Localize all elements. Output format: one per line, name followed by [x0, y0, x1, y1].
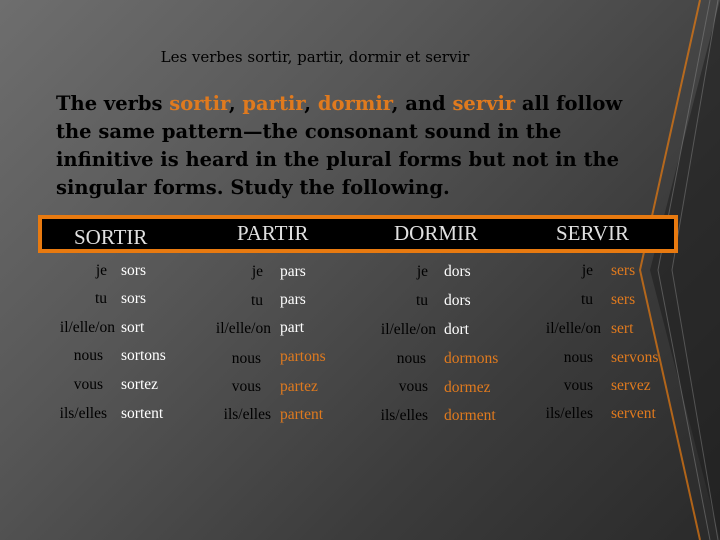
- sortir-pronoun: il/elle/on: [59, 319, 115, 336]
- sortir-pronoun: nous: [73, 347, 103, 364]
- sortir-form: sortons: [121, 347, 166, 364]
- header-servir: SERVIR: [556, 221, 629, 245]
- servir-pronoun: nous: [563, 349, 593, 366]
- partir-form: partons: [280, 348, 326, 365]
- servir-pronoun: je: [581, 262, 593, 279]
- dormir-form: dors: [444, 292, 471, 309]
- dormir-form: dorment: [444, 407, 496, 424]
- decorative-arrows: [630, 0, 720, 540]
- sortir-pronoun: vous: [73, 376, 103, 393]
- dormir-pronoun: nous: [396, 350, 426, 367]
- sortir-form: sors: [121, 262, 146, 279]
- partir-pronoun: je: [251, 263, 263, 280]
- servir-pronoun: vous: [563, 377, 593, 394]
- partir-form: partent: [280, 406, 324, 423]
- servir-pronoun: tu: [580, 291, 593, 308]
- partir-form: part: [280, 319, 305, 336]
- dormir-form: dormez: [444, 379, 491, 396]
- header-sortir: SORTIR: [74, 225, 148, 249]
- partir-pronoun: vous: [231, 378, 261, 395]
- verb-header-bar: [38, 215, 678, 253]
- sortir-pronoun: je: [95, 262, 107, 279]
- dormir-pronoun: il/elle/on: [380, 321, 436, 338]
- intro-comma-1: ,: [228, 92, 243, 115]
- intro-paragraph: [56, 90, 656, 202]
- sortir-form: sortent: [121, 405, 164, 422]
- intro-and: , and: [391, 92, 453, 115]
- dormir-pronoun: ils/elles: [380, 407, 428, 424]
- intro-verb-partir: partir: [242, 92, 305, 115]
- partir-form: partez: [280, 378, 318, 395]
- dormir-form: dort: [444, 321, 469, 338]
- servir-form: sers: [611, 262, 636, 279]
- servir-form: servons: [611, 349, 659, 366]
- partir-pronoun: tu: [250, 292, 263, 309]
- header-partir: PARTIR: [237, 221, 309, 245]
- slide-title: Les verbes sortir, partir, dormir et servir: [160, 48, 470, 66]
- intro-verb-servir: servir: [452, 92, 516, 115]
- servir-form: sert: [611, 320, 634, 337]
- dormir-pronoun: tu: [415, 292, 428, 309]
- sortir-form: sors: [121, 290, 146, 307]
- partir-pronoun: nous: [231, 350, 261, 367]
- dormir-pronoun: je: [416, 263, 428, 280]
- sortir-form: sort: [121, 319, 145, 336]
- intro-comma-2: ,: [304, 92, 318, 115]
- dormir-pronoun: vous: [398, 378, 428, 395]
- partir-pronoun: il/elle/on: [215, 320, 271, 337]
- dormir-form: dors: [444, 263, 471, 280]
- intro-text-1: The verbs: [56, 92, 170, 115]
- partir-form: pars: [280, 291, 306, 308]
- servir-form: servent: [611, 405, 656, 422]
- header-dormir: DORMIR: [394, 221, 479, 245]
- partir-pronoun: ils/elles: [223, 406, 271, 423]
- sortir-form: sortez: [121, 376, 159, 393]
- sortir-pronoun: tu: [94, 290, 107, 307]
- servir-pronoun: il/elle/on: [545, 320, 601, 337]
- servir-pronoun: ils/elles: [545, 405, 593, 422]
- intro-verb-sortir: sortir: [169, 92, 229, 115]
- intro-verb-dormir: dormir: [317, 92, 392, 115]
- servir-form: servez: [611, 377, 651, 394]
- dormir-form: dormons: [444, 350, 499, 367]
- sortir-pronoun: ils/elles: [59, 405, 107, 422]
- servir-form: sers: [611, 291, 636, 308]
- partir-form: pars: [280, 263, 306, 280]
- intro-text-2: all follow the same pattern—the consonant sound in the infinitive is heard in the plural forms but not in the singular forms. Study the following.: [56, 92, 623, 199]
